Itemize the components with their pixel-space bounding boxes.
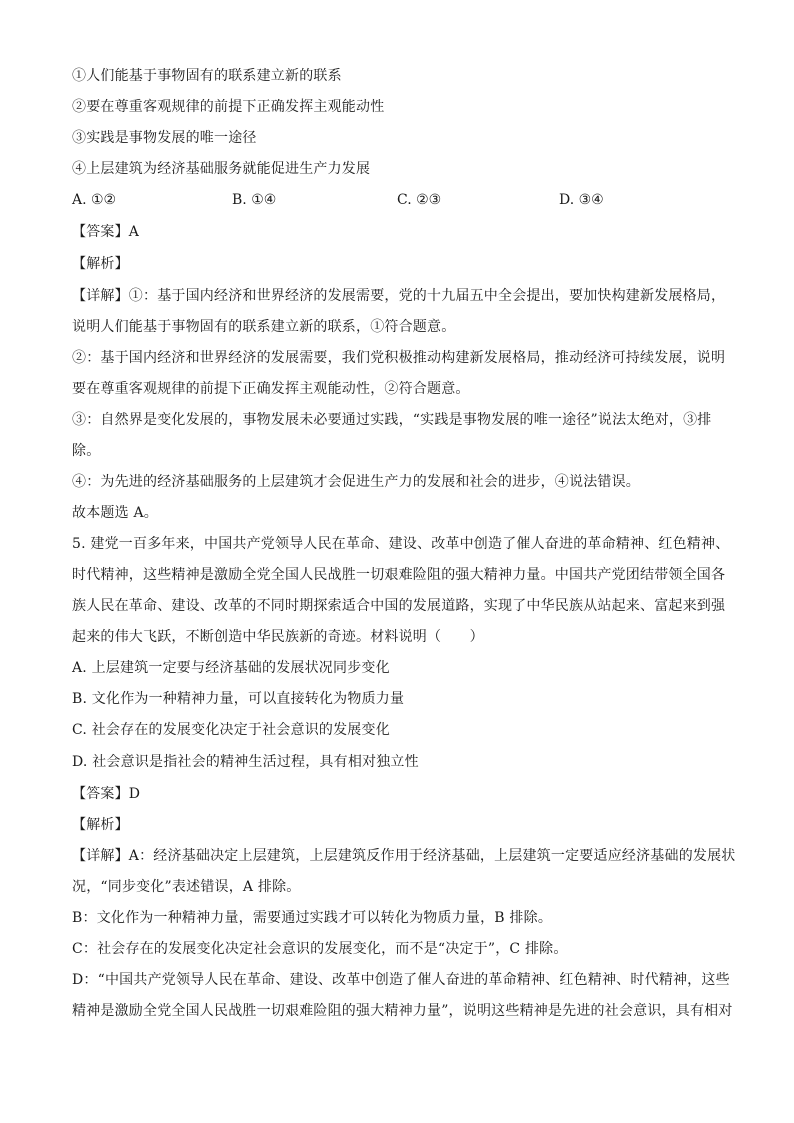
statement-3: ③实践是事物发展的唯一途径 bbox=[72, 130, 257, 146]
detail-line: 【详解】①：基于国内经济和世界经济的发展需要，党的十九届五中全会提出，要加快构建新发展格局， bbox=[72, 288, 726, 304]
detail-line: 精神是激励全党全国人民战胜一切艰难险阻的强大精神力量”，说明这些精神是先进的社会意识，具有相对 bbox=[72, 1003, 733, 1019]
detail-line: ②：基于国内经济和世界经济的发展需要，我们党积极推动构建新发展格局，推动经济可持续发展，说明 bbox=[72, 350, 726, 366]
statement-4: ④上层建筑为经济基础服务就能促进生产力发展 bbox=[72, 161, 371, 177]
question-5-option-d: D. 社会意识是指社会的精神生活过程，具有相对独立性 bbox=[72, 754, 419, 770]
detail-line: 说明人们能基于事物固有的联系建立新的联系，①符合题意。 bbox=[72, 319, 456, 335]
detail-line: 除。 bbox=[72, 443, 101, 459]
detail-line: 【详解】A：经济基础决定上层建筑，上层建筑反作用于经济基础，上层建筑一定要适应经济基础的发展状 bbox=[72, 848, 736, 864]
detail-line: ③：自然界是变化发展的，事物发展未必要通过实践，“实践是事物发展的唯一途径”说法太绝对，③排 bbox=[72, 412, 712, 428]
detail-line: C：社会存在的发展变化决定社会意识的发展变化，而不是“决定于”，C 排除。 bbox=[72, 941, 568, 957]
statement-2: ②要在尊重客观规律的前提下正确发挥主观能动性 bbox=[72, 99, 385, 115]
answer-label: 【答案】A bbox=[72, 224, 140, 240]
detail-line: 况，“同步变化”表述错误，A 排除。 bbox=[72, 879, 301, 895]
answer-options-row bbox=[72, 190, 722, 210]
question-5-stem: 起来的伟大飞跃，不断创造中华民族新的奇迹。材料说明（ ） bbox=[72, 629, 484, 645]
analysis-label: 【解析】 bbox=[72, 256, 129, 272]
detail-line: ④：为先进的经济基础服务的上层建筑才会促进生产力的发展和社会的进步，④说法错误。 bbox=[72, 474, 640, 490]
option-c: C. ②③ bbox=[397, 192, 442, 208]
conclusion-line: 故本题选 A。 bbox=[72, 505, 158, 521]
question-5-option-a: A. 上层建筑一定要与经济基础的发展状况同步变化 bbox=[72, 660, 390, 676]
option-b: B. ①④ bbox=[232, 192, 277, 208]
option-a: A. ①② bbox=[72, 192, 117, 208]
question-5-stem: 族人民在革命、建设、改革的不同时期探索适合中国的发展道路，实现了中华民族从站起来、富起来到强 bbox=[72, 598, 726, 614]
detail-line: B：文化作为一种精神力量，需要通过实践才可以转化为物质力量，B 排除。 bbox=[72, 910, 553, 926]
question-5-stem: 5. 建党一百多年来，中国共产党领导人民在革命、建设、改革中创造了催人奋进的革命精神、红色精神、 bbox=[72, 536, 730, 552]
analysis-label: 【解析】 bbox=[72, 817, 129, 833]
detail-line: 要在尊重客观规律的前提下正确发挥主观能动性，②符合题意。 bbox=[72, 381, 470, 397]
detail-line: D：“中国共产党领导人民在革命、建设、改革中创造了催人奋进的革命精神、红色精神、时代精神，这些 bbox=[72, 972, 730, 988]
answer-label: 【答案】D bbox=[72, 786, 141, 802]
option-d: D. ③④ bbox=[559, 192, 604, 208]
question-5-option-c: C. 社会存在的发展变化决定于社会意识的发展变化 bbox=[72, 722, 390, 738]
question-5-stem: 时代精神，这些精神是激励全党全国人民战胜一切艰难险阻的强大精神力量。中国共产党团结带领全国各 bbox=[72, 567, 726, 583]
question-5-option-b: B. 文化作为一种精神力量，可以直接转化为物质力量 bbox=[72, 691, 405, 707]
statement-1: ①人们能基于事物固有的联系建立新的联系 bbox=[72, 68, 342, 84]
